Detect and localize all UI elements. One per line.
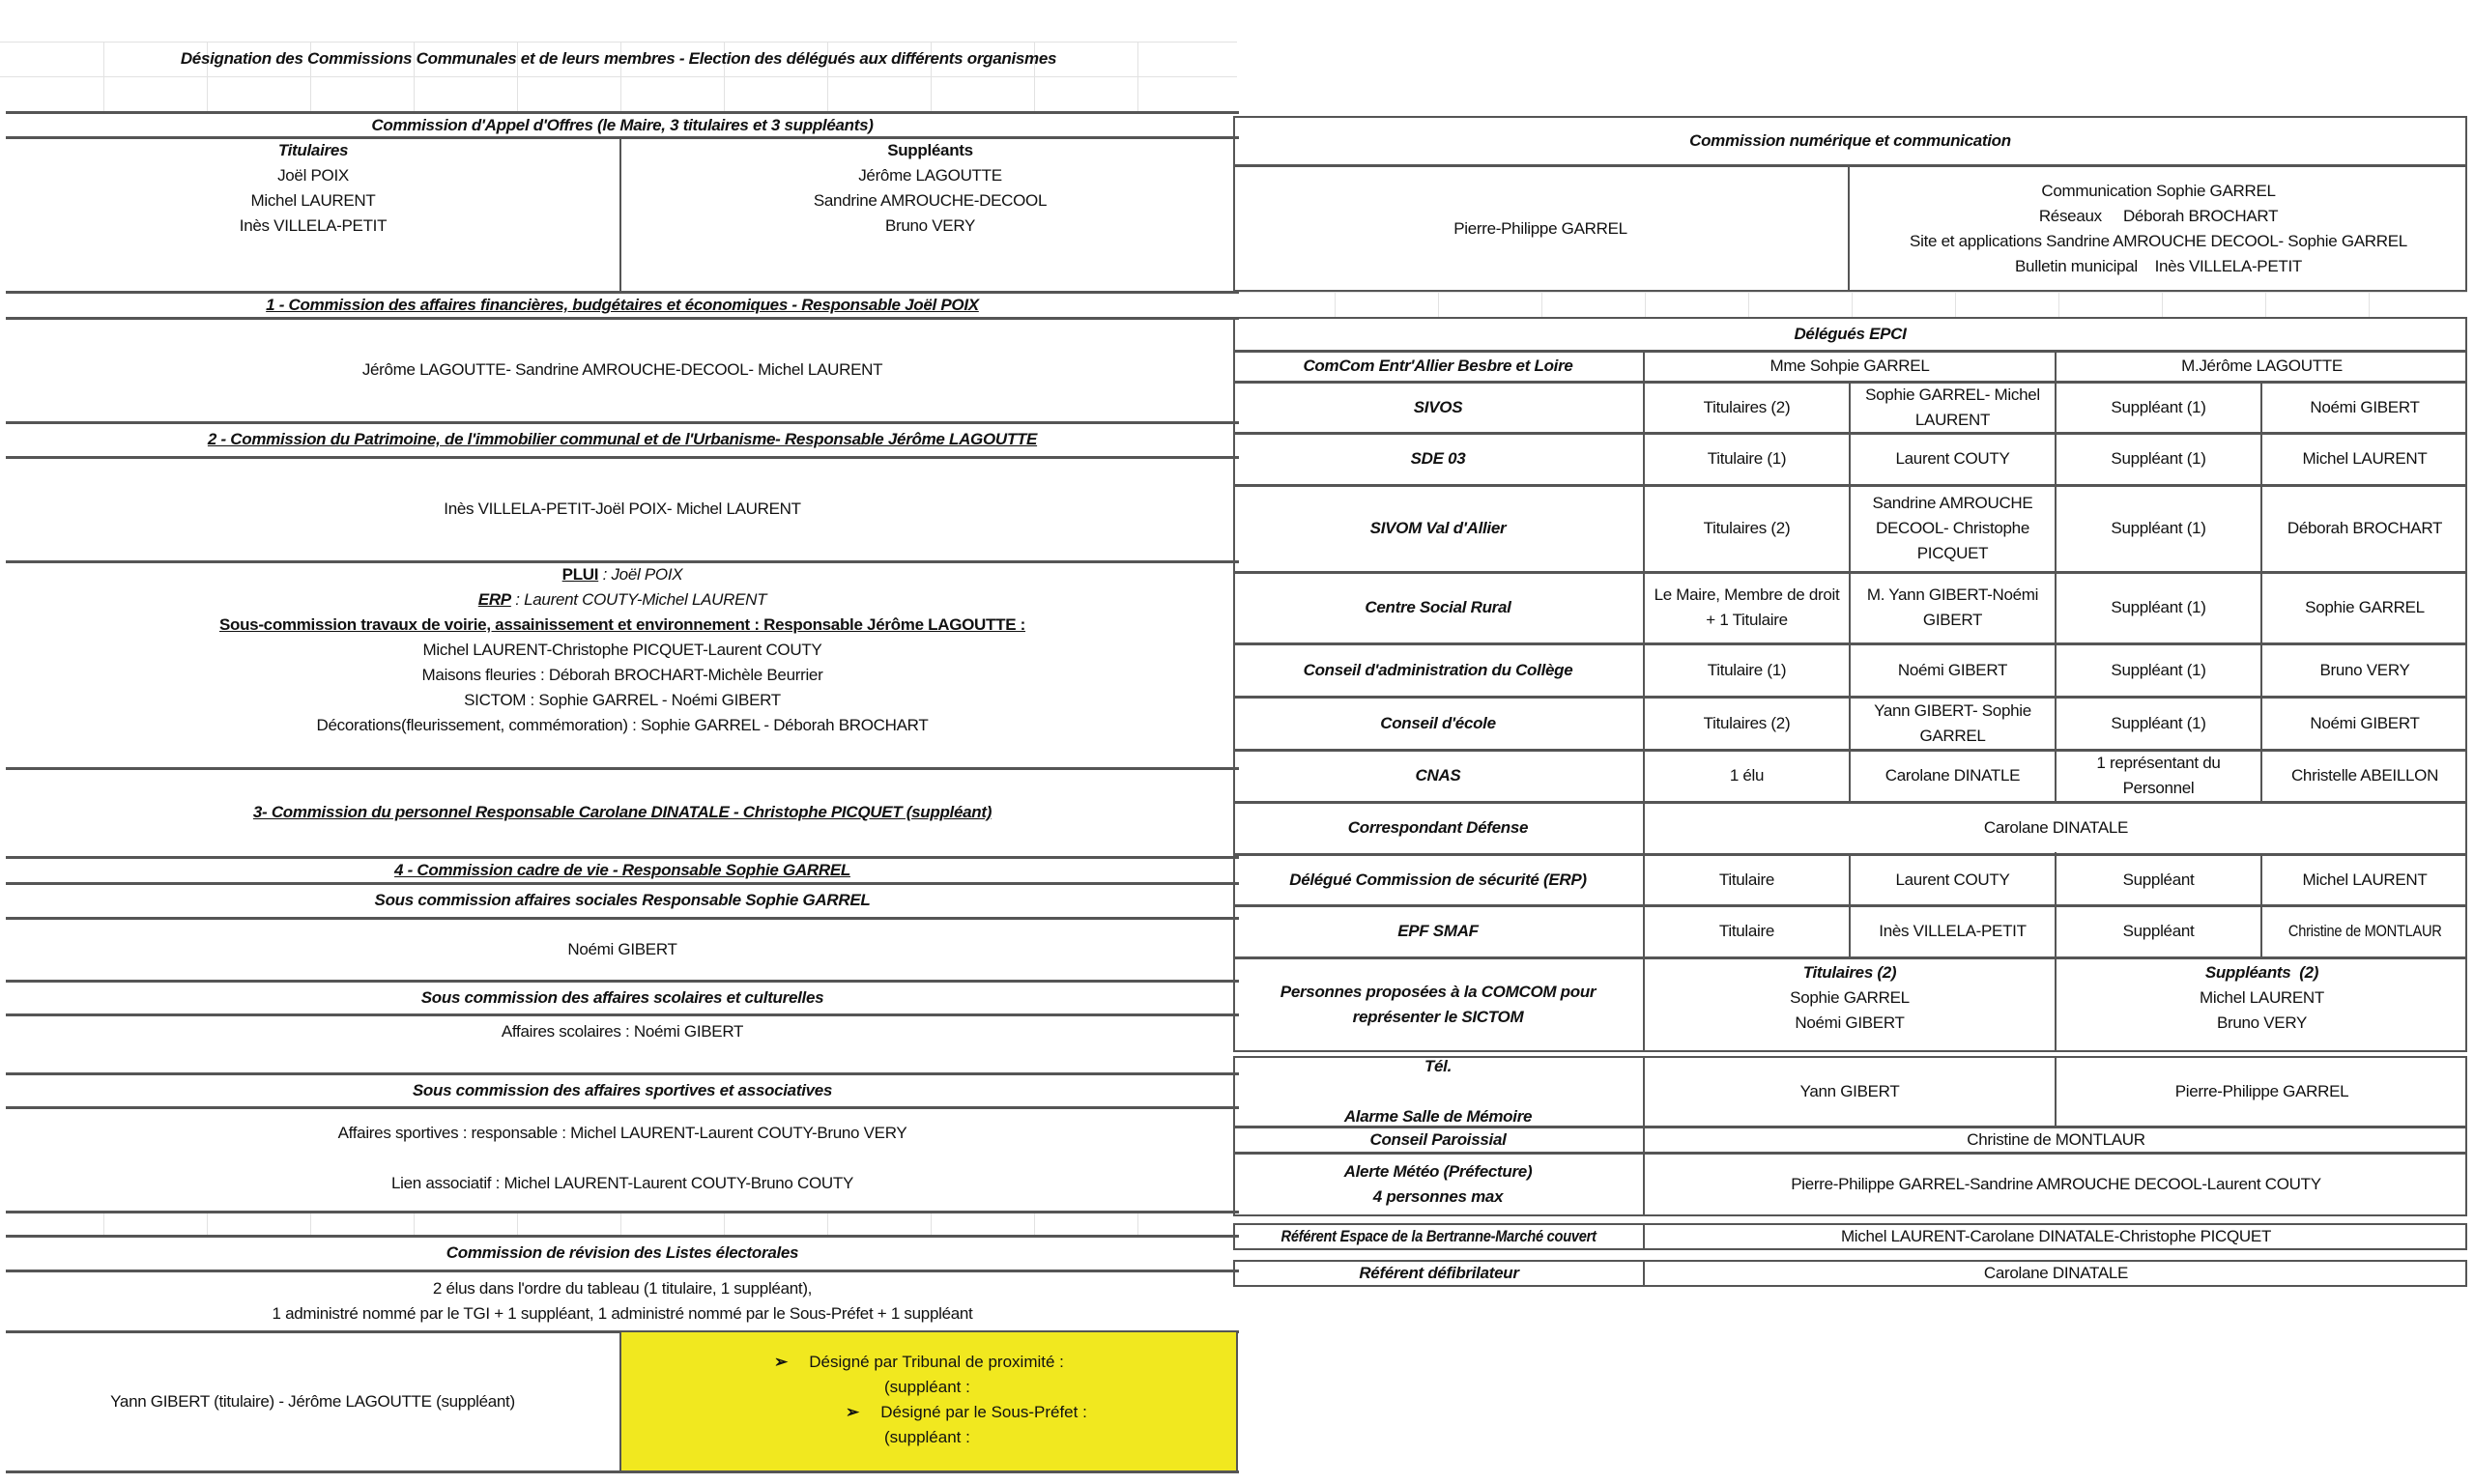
defibrillateur-value	[1645, 1262, 2467, 1285]
epci-cell-suppleant-name	[2262, 383, 2467, 432]
epci-cell-suppleant-name	[2262, 434, 2467, 484]
titulaire-role-text: Le Maire, Membre de droit + 1 Titulaire	[1654, 585, 1840, 629]
row-label: Référent défibrilateur	[1359, 1264, 1519, 1282]
titulaire-name-text: Sophie GARREL- Michel LAURENT	[1865, 385, 2040, 429]
contact-name: Pierre-Philippe GARREL	[2174, 1082, 2349, 1100]
row-label-text: Conseil d'administration du Collège	[1303, 660, 1573, 679]
plui-value: : Joël POIX	[598, 565, 683, 584]
members-text: Noémi GIBERT	[567, 939, 677, 958]
epci-cell-titulaire-name	[1851, 434, 2055, 484]
tribunal-text: Désigné par Tribunal de proximité :	[809, 1353, 1064, 1371]
suppleants-header: Suppléants (2)	[2204, 963, 2319, 982]
titulaire-name: Michel LAURENT	[250, 191, 376, 210]
row-label-text: Centre Social Rural	[1365, 598, 1511, 616]
titulaires-header: Titulaires (2)	[1802, 963, 1897, 982]
suppleant-role-text: Suppléant (1)	[2111, 449, 2206, 468]
epci-cell-titulaire-name	[1851, 644, 2055, 696]
gridline	[1748, 292, 1749, 318]
row-label: Délégué Commission de sécurité (ERP)	[1289, 870, 1587, 889]
meteo-label-line: 4 personnes max	[1372, 1186, 1504, 1206]
erp-titulaire-name	[1851, 855, 2055, 904]
suppleant-name-text: Sophie GARREL	[2305, 598, 2425, 616]
arrow-bullet-icon: ➢	[774, 1353, 789, 1371]
paroissial-label	[1233, 1127, 1643, 1152]
commission-1-title-text: 1 - Commission des affaires financières, budgétaires et économiques - Responsable Joël POIX	[266, 296, 979, 314]
suppleant-role-text: 1 représentant du Personnel	[2096, 754, 2221, 797]
name-text: Michel LAURENT	[2302, 870, 2428, 889]
contact-names: Michel LAURENT-Carolane DINATALE-Christophe PICQUET	[1840, 1227, 2272, 1245]
role-line: Communication Sophie GARREL	[2041, 181, 2276, 200]
epci-cell-suppleant-name	[2262, 644, 2467, 696]
commission-2-details	[6, 562, 1239, 742]
erp-titulaire-role	[1645, 855, 1849, 904]
cao-suppleants	[621, 138, 1239, 254]
commission-1-title	[6, 293, 1239, 318]
role-text: Suppléant	[2122, 870, 2195, 889]
gridline	[1034, 1213, 1035, 1237]
numerique-roles	[1850, 167, 2467, 290]
gridline	[2265, 292, 2266, 318]
comcom-titulaire	[1645, 352, 2055, 381]
epci-title-text: Délégués EPCI	[1794, 325, 1907, 343]
epci-cell-titulaire-name	[1851, 486, 2055, 571]
titulaire-role-text: Titulaires (2)	[1703, 713, 1791, 732]
sous-commission-sportives-members	[6, 1108, 1239, 1158]
defense-label	[1233, 803, 1643, 853]
cao-titulaires	[6, 138, 620, 254]
contact-names: Pierre-Philippe GARREL-Sandrine AMROUCHE DECOOL-Laurent COUTY	[1791, 1174, 2321, 1193]
epci-cell-suppleant-role	[2057, 698, 2260, 749]
prefet-suppleant-text: (suppléant :	[884, 1428, 970, 1446]
comcom-suppleant	[2057, 352, 2467, 381]
suppleant-role-text: Suppléant (1)	[2111, 713, 2206, 732]
epci-cell-titulaire-role	[1645, 383, 1849, 432]
epci-cell-titulaire-name	[1851, 573, 2055, 642]
gridline	[2162, 292, 2163, 318]
commission-2-members	[6, 458, 1239, 560]
suppleant-name-text: Christelle ABEILLON	[2290, 766, 2439, 785]
sociales-title-text: Sous commission affaires sociales Responsable Sophie GARREL	[374, 891, 871, 909]
row-label-text: CNAS	[1415, 766, 1461, 785]
epci-cell-titulaire-name	[1851, 383, 2055, 432]
plui-label: PLUI	[561, 565, 599, 584]
titulaire-name: Noémi GIBERT	[1795, 1013, 1905, 1032]
row-label-text: SIVOM Val d'Allier	[1369, 519, 1507, 537]
suppleant-name-text: Noémi GIBERT	[2310, 713, 2420, 732]
epci-title	[1233, 319, 2467, 350]
commission-4-title	[6, 858, 1239, 882]
sous-commission-scolaires-title	[6, 982, 1239, 1013]
titulaire-name: Mme Sohpie GARREL	[1769, 357, 1930, 375]
name-text: Laurent COUTY	[1895, 870, 2010, 889]
sous-commission-scolaires-members	[6, 1015, 1239, 1048]
epci-cell-suppleant-name	[2262, 698, 2467, 749]
epci-cell-suppleant-role	[2057, 383, 2260, 432]
defense-value	[1645, 803, 2467, 853]
detail-line: Décorations(fleurissement, commémoration) : Sophie GARREL - Déborah BROCHART	[316, 716, 929, 734]
epci-cell-suppleant-role	[2057, 751, 2260, 801]
epci-cell-titulaire-name	[1851, 751, 2055, 801]
suppleant-name: M.Jérôme LAGOUTTE	[2181, 357, 2343, 375]
lien-associatif-members	[6, 1158, 1239, 1209]
commission-2-title	[6, 423, 1239, 456]
lead-name: Pierre-Philippe GARREL	[1453, 218, 1627, 238]
gridline	[207, 1213, 208, 1237]
titulaire-name-text: Noémi GIBERT	[1897, 660, 2008, 679]
sous-commission-sportives-title	[6, 1074, 1239, 1106]
epci-cell-row-label	[1233, 698, 1643, 749]
suppleant-role-text: Suppléant (1)	[2111, 598, 2206, 616]
epci-cell-titulaire-role	[1645, 573, 1849, 642]
defense-name: Carolane DINATALE	[1983, 818, 2129, 837]
epf-label	[1233, 906, 1643, 956]
suppleant-name-text: Michel LAURENT	[2302, 449, 2428, 468]
suppleant-role-text: Suppléant (1)	[2111, 519, 2206, 537]
suppleant-name: Michel LAURENT	[2200, 988, 2324, 1007]
epci-cell-row-label	[1233, 383, 1643, 432]
epf-titulaire-name	[1851, 906, 2055, 956]
rule	[6, 1470, 1239, 1473]
contact-name: Christine de MONTLAUR	[1967, 1129, 2145, 1149]
gridline	[1137, 1213, 1138, 1237]
gridline	[1645, 292, 1646, 318]
comcom-label	[1233, 352, 1643, 381]
epci-cell-row-label	[1233, 486, 1643, 571]
epci-cell-suppleant-name	[2262, 573, 2467, 642]
titulaire-role-text: Titulaire (1)	[1707, 449, 1787, 468]
epci-cell-titulaire-role	[1645, 751, 1849, 801]
alarme-label-text: Alarme Salle de Mémoire	[1343, 1107, 1533, 1126]
numerique-title-text: Commission numérique et communication	[1689, 131, 2011, 150]
meteo-value	[1645, 1154, 2467, 1214]
titulaire-name-text: Yann GIBERT- Sophie GARREL	[1874, 700, 2031, 745]
sportives-title-text: Sous commission des affaires sportives et associatives	[412, 1080, 833, 1099]
commission-4-title-text: 4 - Commission cadre de vie - Responsable Sophie GARREL	[394, 860, 850, 879]
commission-2-title-text: 2 - Commission du Patrimoine, de l'immobilier communal et de l'Urbanisme- Responsable Jérôme LAGOUTTE	[207, 430, 1038, 448]
paroissial-value	[1645, 1127, 2467, 1152]
plui-line	[562, 562, 683, 587]
role-line: Site et applications Sandrine AMROUCHE DECOOL- Sophie GARREL	[1910, 231, 2407, 250]
name-text: Christine de MONTLAUR	[2287, 922, 2442, 940]
listes-electorales-title	[6, 1237, 1239, 1270]
commission-1-members	[6, 319, 1239, 421]
sous-commission-voirie-title: Sous-commission travaux de voirie, assainissement et environnement : Responsable Jérôme LAGOUTTE :	[218, 615, 1026, 634]
row-label: Correspondant Défense	[1347, 818, 1529, 837]
titulaire-role-text: Titulaires (2)	[1703, 397, 1791, 416]
titulaire-role-text: 1 élu	[1729, 766, 1765, 785]
titulaire-name: Joël POIX	[277, 166, 349, 185]
detail-line: Maisons fleuries : Déborah BROCHART-Michèle Beurrier	[421, 666, 823, 684]
erp-line	[478, 587, 766, 613]
gridline	[1438, 292, 1439, 318]
titulaires-header: Titulaires	[277, 141, 349, 159]
suppleant-name: Jérôme LAGOUTTE	[858, 166, 1002, 185]
cao-title	[6, 113, 1239, 137]
row-label-text: Conseil d'école	[1380, 713, 1496, 732]
tribunal-line	[774, 1350, 1064, 1375]
titulaire-name-text: Sandrine AMROUCHE DECOOL- Christophe PICQUET	[1872, 494, 2033, 562]
suppleant-name-text: Noémi GIBERT	[2310, 397, 2420, 416]
listes-title-text: Commission de révision des Listes électorales	[446, 1243, 799, 1262]
role-line: Réseaux Déborah BROCHART	[2038, 206, 2279, 225]
tel-prefix: Tél.	[1424, 1057, 1453, 1075]
arrow-bullet-icon: ➢	[846, 1403, 860, 1421]
suppleant-name: Bruno VERY	[884, 216, 976, 235]
sous-commission-sociales-title	[6, 884, 1239, 917]
role-text: Titulaire	[1718, 870, 1775, 889]
suppleant-name-text: Déborah BROCHART	[2287, 519, 2443, 537]
contact-name: Yann GIBERT	[1799, 1082, 1900, 1100]
row-label: EPF SMAF	[1397, 922, 1479, 940]
scolaires-title-text: Sous commission des affaires scolaires et culturelles	[420, 987, 824, 1007]
document-title-text: Désignation des Commissions Communales et de leurs membres - Election des délégués aux différents organismes	[180, 49, 1057, 68]
epci-cell-suppleant-role	[2057, 573, 2260, 642]
role-text: Suppléant	[2122, 922, 2195, 940]
gridline	[2369, 292, 2370, 318]
prefet-text: Désigné par le Sous-Préfet :	[880, 1403, 1087, 1421]
members-text: Jérôme LAGOUTTE- Sandrine AMROUCHE-DECOOL- Michel LAURENT	[361, 360, 883, 379]
description-line: 2 élus dans l'ordre du tableau (1 titulaire, 1 suppléant),	[432, 1278, 813, 1298]
gridline	[620, 1213, 621, 1237]
epci-cell-row-label	[1233, 751, 1643, 801]
epci-cell-suppleant-name	[2262, 751, 2467, 801]
commission-3-title-text: 3- Commission du personnel Responsable Carolane DINATALE - Christophe PICQUET (suppléant)	[252, 803, 992, 821]
suppleant-role-text: Suppléant (1)	[2111, 660, 2206, 679]
alarme-label	[1233, 1058, 1643, 1126]
epci-cell-suppleant-role	[2057, 434, 2260, 484]
row-label-text: SDE 03	[1410, 449, 1466, 468]
erp-delegue-label	[1233, 855, 1643, 904]
epci-cell-titulaire-role	[1645, 644, 1849, 696]
suppleants-header: Suppléants	[887, 141, 973, 159]
meteo-label	[1233, 1154, 1643, 1214]
epf-suppleant-name	[2262, 906, 2467, 956]
contact-name: Carolane DINATALE	[1983, 1264, 2129, 1282]
epci-cell-suppleant-name	[2262, 486, 2467, 571]
bertranne-value	[1645, 1225, 2467, 1248]
epci-cell-titulaire-role	[1645, 434, 1849, 484]
detail-line: Michel LAURENT-Christophe PICQUET-Laurent COUTY	[422, 641, 822, 659]
row-label: Conseil Paroissial	[1369, 1129, 1507, 1149]
designations-highlight-cell	[619, 1332, 1238, 1470]
gridline	[2058, 292, 2059, 318]
members-text: Affaires scolaires : Noémi GIBERT	[501, 1022, 744, 1041]
alarme-label-line	[1344, 1054, 1532, 1129]
sictom-suppleants	[2057, 958, 2467, 1051]
prefet-line	[846, 1400, 1087, 1425]
alarme-second	[2057, 1058, 2467, 1126]
titulaire-name-text: Carolane DINATLE	[1884, 766, 2021, 785]
gridline	[827, 1213, 828, 1237]
titulaire-name-text: Laurent COUTY	[1895, 449, 2010, 468]
row-label: Personnes proposées à la COMCOM pour représenter le SICTOM	[1280, 983, 1597, 1026]
suppleant-name-text: Bruno VERY	[2319, 660, 2410, 679]
sictom-label	[1233, 958, 1643, 1051]
commission-3-title	[6, 769, 1239, 856]
epci-cell-titulaire-role	[1645, 486, 1849, 571]
gridline	[1541, 292, 1542, 318]
role-line: Bulletin municipal Inès VILLELA-PETIT	[2015, 256, 2302, 275]
titulaire-name: Inès VILLELA-PETIT	[239, 216, 388, 235]
titulaire-role-text: Titulaires (2)	[1703, 519, 1791, 537]
members-text: Lien associatif : Michel LAURENT-Laurent COUTY-Bruno COUTY	[391, 1174, 853, 1192]
name-text: Inès VILLELA-PETIT	[1879, 922, 2027, 940]
gridline	[310, 1213, 311, 1237]
epci-cell-suppleant-role	[2057, 644, 2260, 696]
sous-commission-sociales-members	[6, 919, 1239, 980]
defibrillateur-label	[1235, 1262, 1643, 1285]
titulaire-name-text: M. Yann GIBERT-Noémi GIBERT	[1866, 585, 2039, 629]
titulaire-role-text: Titulaire (1)	[1707, 660, 1787, 679]
tribunal-suppleant-text: (suppléant :	[884, 1378, 970, 1396]
gridline	[0, 76, 1237, 77]
erp-suppleant-name	[2262, 855, 2467, 904]
members-text: Affaires sportives : responsable : Michel LAURENT-Laurent COUTY-Bruno VERY	[337, 1124, 907, 1142]
suppleant-name: Sandrine AMROUCHE-DECOOL	[813, 191, 1048, 210]
sictom-titulaires	[1645, 958, 2055, 1051]
gridline	[724, 1213, 725, 1237]
listes-electorales-elus	[6, 1332, 619, 1470]
row-label: Référent Espace de la Bertranne-Marché couvert	[1280, 1227, 1597, 1245]
epci-cell-titulaire-name	[1851, 698, 2055, 749]
gridline	[103, 1213, 104, 1237]
erp-label: ERP	[477, 590, 511, 609]
description-line: 1 administré nommé par le TGI + 1 suppléant, 1 administré nommé par le Sous-Préfet + 1 suppléant	[272, 1303, 973, 1323]
alarme-first	[1645, 1058, 2055, 1126]
epf-titulaire-role	[1645, 906, 1849, 956]
suppleant-name: Bruno VERY	[2216, 1013, 2308, 1032]
detail-line: SICTOM : Sophie GARREL - Noémi GIBERT	[464, 691, 781, 709]
elus-text: Yann GIBERT (titulaire) - Jérôme LAGOUTTE (suppléant)	[110, 1391, 515, 1411]
epci-cell-row-label	[1233, 644, 1643, 696]
epci-cell-suppleant-role	[2057, 486, 2260, 571]
gridline	[1232, 292, 2467, 293]
numerique-title	[1233, 118, 2467, 164]
numerique-lead	[1233, 167, 1848, 290]
suppleant-role-text: Suppléant (1)	[2111, 397, 2206, 416]
epci-cell-titulaire-role	[1645, 698, 1849, 749]
epf-suppleant-role	[2057, 906, 2260, 956]
listes-electorales-description	[6, 1271, 1239, 1330]
row-label: ComCom Entr'Allier Besbre et Loire	[1303, 357, 1573, 375]
erp-suppleant-role	[2057, 855, 2260, 904]
bertranne-label	[1235, 1225, 1643, 1248]
cao-title-text: Commission d'Appel d'Offres (le Maire, 3 titulaires et 3 suppléants)	[371, 115, 874, 134]
rule	[6, 1211, 1239, 1213]
gridline	[1335, 292, 1336, 318]
epci-cell-row-label	[1233, 434, 1643, 484]
gridline	[931, 1213, 932, 1237]
epci-cell-row-label	[1233, 573, 1643, 642]
gridline	[517, 1213, 518, 1237]
gridline	[1852, 292, 1853, 318]
erp-value: : Laurent COUTY-Michel LAURENT	[510, 590, 767, 609]
meteo-label-line: Alerte Météo (Préfecture)	[1343, 1161, 1533, 1181]
titulaire-name: Sophie GARREL	[1790, 988, 1910, 1007]
gridline	[1955, 292, 1956, 318]
gridline	[414, 1213, 415, 1237]
document-title	[0, 42, 1237, 76]
row-label-text: SIVOS	[1413, 397, 1463, 416]
role-text: Titulaire	[1718, 922, 1775, 940]
members-text: Inès VILLELA-PETIT-Joël POIX- Michel LAURENT	[444, 499, 801, 518]
